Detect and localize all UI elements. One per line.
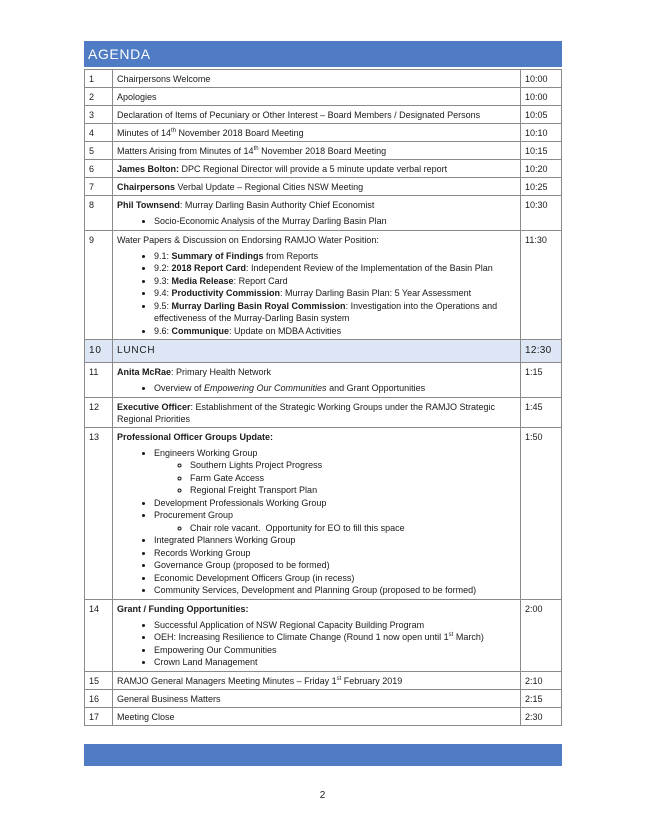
item-time: 2:30: [521, 707, 562, 725]
item-time: 10:30: [521, 196, 562, 231]
item-time: 10:00: [521, 88, 562, 106]
list-item: • Overview of Empowering Our Communities and Grant Opportunities: [154, 382, 516, 395]
agenda-row: [85, 178, 562, 196]
item-number: 16: [85, 689, 113, 707]
agenda-row: [85, 106, 562, 124]
sub-list-item: ◦ Regional Freight Transport Plan: [190, 484, 516, 497]
item-description: Professional Officer Groups Update: • Engineers Working Group ◦ Southern Lights Project Progress ◦ Farm Gate Access ◦ Regional Freight Transport Plan • Development Professionals Working Group • Procurement Group ◦ Chair role vacant. Opportunity for EO to fill this space • Integrated Planners Working Group • Records Working Group • Governance Group (proposed to be formed) • Economic Development Officers Group (in recess) • Community Services, Development and Planning Group (proposed to be formed): [113, 427, 521, 599]
item-time: 10:25: [521, 178, 562, 196]
agenda-row: [85, 160, 562, 178]
bullet-list: [117, 382, 516, 395]
item-description: RAMJO General Managers Meeting Minutes – Friday 1st February 2019: [113, 671, 521, 689]
agenda-title: AGENDA: [88, 46, 151, 62]
item-time: 10:10: [521, 124, 562, 142]
item-time: 10:15: [521, 142, 562, 160]
list-item: • Crown Land Management: [154, 656, 516, 669]
list-item: • OEH: Increasing Resilience to Climate Change (Round 1 now open until 1st March): [154, 631, 516, 644]
item-time: 1:50: [521, 427, 562, 599]
item-description: Chairpersons Welcome: [113, 70, 521, 88]
agenda-row: [85, 397, 562, 427]
item-number: 3: [85, 106, 113, 124]
item-description: James Bolton: DPC Regional Director will provide a 5 minute update verbal report: [113, 160, 521, 178]
list-item: • Procurement Group ◦ Chair role vacant. Opportunity for EO to fill this space: [154, 509, 516, 534]
bullet-list: [117, 215, 516, 228]
item-number: 4: [85, 124, 113, 142]
item-description: Declaration of Items of Pecuniary or Other Interest – Board Members / Designated Persons: [113, 106, 521, 124]
item-number: 17: [85, 707, 113, 725]
item-time: 1:15: [521, 363, 562, 398]
item-description: Water Papers & Discussion on Endorsing RAMJO Water Position: • 9.1: Summary of Findings from Reports • 9.2: 2018 Report Card: Independent Review of the Implementation of the Basin Plan • 9.3: Media Release: Report Card • 9.4: Productivity Commission: Murray Darling Basin Plan: 5 Year Assessment • 9.5: Murray Darling Basin Royal Commission: Investigation into the Operations and effectiveness of the Murray-Darling Basin system • 9.6: Communique: Update on MDBA Activities: [113, 230, 521, 340]
list-item: • Integrated Planners Working Group: [154, 534, 516, 547]
list-item: • 9.1: Summary of Findings from Reports: [154, 250, 516, 263]
agenda-row: [85, 427, 562, 599]
item-number: 7: [85, 178, 113, 196]
list-item: • Governance Group (proposed to be formed): [154, 559, 516, 572]
page-number: 2: [319, 790, 326, 801]
item-description: Grant / Funding Opportunities: • Successful Application of NSW Regional Capacity Building Program • OEH: Increasing Resilience to Climate Change (Round 1 now open until 1st March) • Empowering Our Communities • Crown Land Management: [113, 599, 521, 671]
agenda-row: [85, 70, 562, 88]
list-item: • 9.5: Murray Darling Basin Royal Commission: Investigation into the Operations and effectiveness of the Murray-Darling Basin system: [154, 300, 516, 325]
sub-list-item: ◦ Southern Lights Project Progress: [190, 459, 516, 472]
item-number: 8: [85, 196, 113, 231]
agenda-table: [84, 69, 562, 726]
agenda-row: [85, 363, 562, 398]
item-description: Executive Officer: Establishment of the Strategic Working Groups under the RAMJO Strategic Regional Priorities: [113, 397, 521, 427]
item-time: 2:10: [521, 671, 562, 689]
item-number: 12: [85, 397, 113, 427]
item-time: 10:00: [521, 70, 562, 88]
item-time: 2:15: [521, 689, 562, 707]
agenda-row: [85, 124, 562, 142]
item-description: Phil Townsend: Murray Darling Basin Authority Chief Economist • Socio-Economic Analysis of the Murray Darling Basin Plan: [113, 196, 521, 231]
agenda-row: [85, 88, 562, 106]
sub-list-item: ◦ Farm Gate Access: [190, 472, 516, 485]
agenda-header: [84, 41, 562, 67]
bullet-list: [117, 447, 516, 597]
item-number: 15: [85, 671, 113, 689]
bullet-list: [117, 619, 516, 669]
list-item: • Engineers Working Group ◦ Southern Lights Project Progress ◦ Farm Gate Access ◦ Regional Freight Transport Plan: [154, 447, 516, 497]
item-number: 2: [85, 88, 113, 106]
item-description: Meeting Close: [113, 707, 521, 725]
item-number: 13: [85, 427, 113, 599]
sub-bullet-list: [154, 522, 516, 535]
list-item: • Records Working Group: [154, 547, 516, 560]
item-number: 6: [85, 160, 113, 178]
agenda-row: [85, 689, 562, 707]
item-description: Anita McRae: Primary Health Network • Overview of Empowering Our Communities and Grant Opportunities: [113, 363, 521, 398]
item-description: Matters Arising from Minutes of 14th November 2018 Board Meeting: [113, 142, 521, 160]
list-item: • Empowering Our Communities: [154, 644, 516, 657]
item-time: 12:30: [521, 340, 562, 363]
list-item: • 9.3: Media Release: Report Card: [154, 275, 516, 288]
bullet-list: [117, 250, 516, 338]
item-time: 2:00: [521, 599, 562, 671]
sub-list-item: ◦ Chair role vacant. Opportunity for EO to fill this space: [190, 522, 516, 535]
list-item: • Community Services, Development and Planning Group (proposed to be formed): [154, 584, 516, 597]
list-item: • Successful Application of NSW Regional Capacity Building Program: [154, 619, 516, 632]
list-item: • Socio-Economic Analysis of the Murray Darling Basin Plan: [154, 215, 516, 228]
item-description: Minutes of 14th November 2018 Board Meeting: [113, 124, 521, 142]
agenda-row: [85, 599, 562, 671]
item-description: General Business Matters: [113, 689, 521, 707]
item-number: 11: [85, 363, 113, 398]
agenda-row: [85, 230, 562, 340]
list-item: • 9.2: 2018 Report Card: Independent Review of the Implementation of the Basin Plan: [154, 262, 516, 275]
list-item: • Development Professionals Working Group: [154, 497, 516, 510]
item-time: 11:30: [521, 230, 562, 340]
item-number: 10: [85, 340, 113, 363]
item-time: 10:20: [521, 160, 562, 178]
sub-bullet-list: [154, 459, 516, 497]
agenda-footer-bar: [84, 744, 562, 766]
item-description: LUNCH: [113, 340, 521, 363]
item-number: 14: [85, 599, 113, 671]
agenda-row: [85, 671, 562, 689]
item-number: 5: [85, 142, 113, 160]
list-item: • Economic Development Officers Group (in recess): [154, 572, 516, 585]
item-number: 9: [85, 230, 113, 340]
item-time: 1:45: [521, 397, 562, 427]
item-number: 1: [85, 70, 113, 88]
item-description: Apologies: [113, 88, 521, 106]
list-item: • 9.6: Communique: Update on MDBA Activities: [154, 325, 516, 338]
agenda-row: [85, 142, 562, 160]
agenda-row-lunch: [85, 340, 562, 363]
item-time: 10:05: [521, 106, 562, 124]
list-item: • 9.4: Productivity Commission: Murray Darling Basin Plan: 5 Year Assessment: [154, 287, 516, 300]
item-description: Chairpersons Verbal Update – Regional Cities NSW Meeting: [113, 178, 521, 196]
agenda-row: [85, 196, 562, 231]
agenda-row: [85, 707, 562, 725]
